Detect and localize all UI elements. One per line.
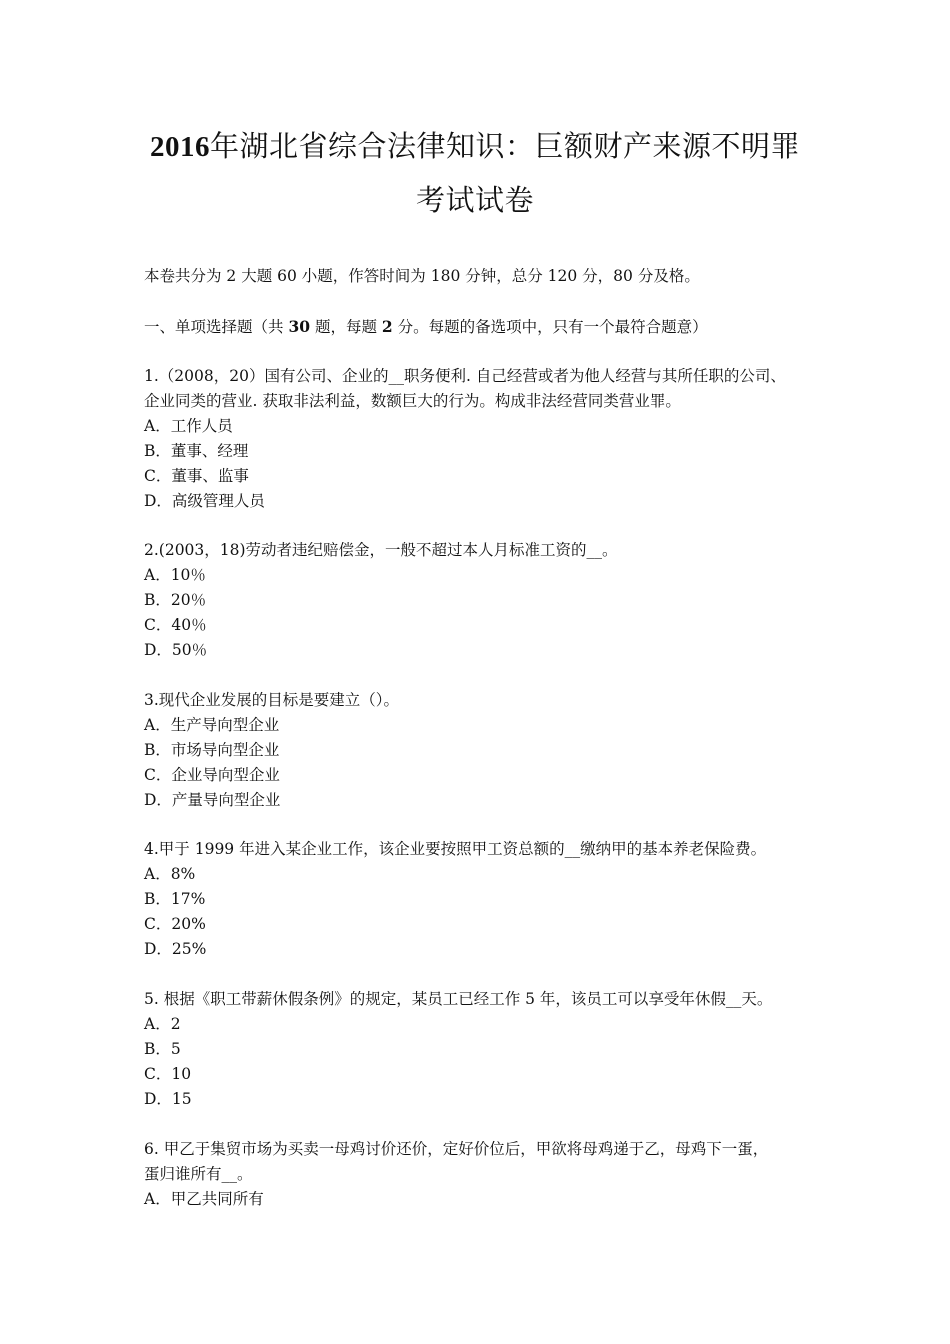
question-1-option-a: A．工作人员 [144, 417, 233, 435]
question-6-option-a: A．甲乙共同所有 [144, 1190, 264, 1208]
question-3-option-b: B．市场导向型企业 [144, 741, 280, 759]
document-title-line-2: 考试试卷 [415, 183, 534, 217]
question-5-option-c: C．10 [144, 1065, 192, 1083]
question-1-option-c: C．董事、监事 [144, 467, 249, 485]
question-1-option-b: B．董事、经理 [144, 442, 249, 460]
section-heading [144, 314, 824, 340]
question-6-stem-line-2: 蛋归谁所有__。 [144, 1165, 253, 1183]
question-2-option-d: D．50％ [144, 641, 208, 659]
document-title-line-1 [120, 128, 830, 165]
question-3-option-d: D．产量导向型企业 [144, 791, 281, 809]
question-4-stem-line-1: 4.甲于 1999 年进入某企业工作，该企业要按照甲工资总额的__缴纳甲的基本养老保险费。 [144, 840, 767, 858]
question-4-option-b: B．17% [144, 890, 206, 908]
question-4-option-a: A．8% [144, 865, 196, 883]
section-points: 2 [381, 317, 393, 336]
question-1-option-d: D．高级管理人员 [144, 492, 265, 510]
question-3-stem-line-1: 3.现代企业发展的目标是要建立（）。 [144, 691, 400, 709]
question-5-option-d: D．15 [144, 1090, 192, 1108]
title-year: 2016 [149, 131, 210, 163]
section-heading-suffix: 分。每题的备选项中，只有一个最符合题意） [392, 318, 708, 336]
question-4-option-d: D．25% [144, 940, 207, 958]
question-4-option-c: C．20% [144, 915, 206, 933]
question-2-stem-line-1: 2.(2003，18)劳动者违纪赔偿金，一般不超过本人月标准工资的__。 [144, 541, 618, 559]
question-2-option-a: A．10％ [144, 566, 206, 584]
title-text: 年湖北省综合法律知识：巨额财产来源不明罪 [209, 129, 800, 163]
exam-intro: 本卷共分为 2 大题 60 小题，作答时间为 180 分钟，总分 120 分，80 分及格。 [144, 267, 700, 285]
question-5-option-a: A．2 [144, 1015, 181, 1033]
question-3-option-a: A．生产导向型企业 [144, 716, 280, 734]
question-1-stem-line-2: 企业同类的营业. 获取非法利益，数额巨大的行为。构成非法经营同类营业罪。 [144, 392, 681, 410]
question-3-option-c: C．企业导向型企业 [144, 766, 280, 784]
section-question-count: 30 [288, 317, 311, 336]
question-1-stem-line-1: 1.（2008，20）国有公司、企业的__职务便利. 自己经营或者为他人经营与其所任职的公司、 [144, 367, 786, 385]
question-5-stem-line-1: 5. 根据《职工带薪休假条例》的规定，某员工已经工作 5 年，该员工可以享受年休假__天。 [144, 990, 773, 1008]
question-2-option-b: B．20％ [144, 591, 207, 609]
question-5-option-b: B．5 [144, 1040, 181, 1058]
question-6-stem-line-1: 6. 甲乙于集贸市场为买卖一母鸡讨价还价，定好价位后，甲欲将母鸡递于乙，母鸡下一蛋， [144, 1140, 769, 1158]
question-2-option-c: C．40％ [144, 616, 207, 634]
section-heading-prefix: 一、单项选择题（共 [144, 318, 289, 336]
section-heading-mid: 题，每题 [310, 318, 382, 336]
